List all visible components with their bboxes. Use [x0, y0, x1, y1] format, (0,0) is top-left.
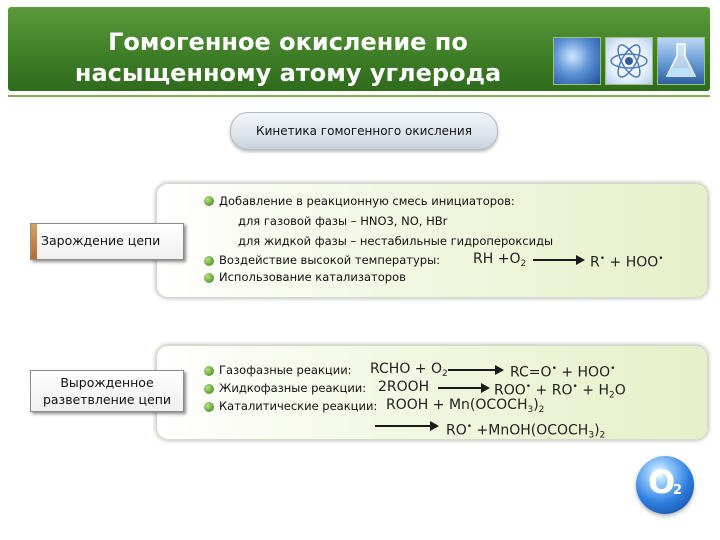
branching-item-catalytic: Каталитические реакции:	[219, 399, 378, 413]
branching-label-line-1: Вырожденное	[60, 375, 154, 390]
header-underline	[8, 95, 710, 97]
o2-subscript: 2	[673, 483, 683, 498]
tag-accent-stripe	[31, 224, 37, 259]
flask-photo-icon	[657, 37, 705, 85]
reaction-arrow	[533, 259, 583, 261]
atom-photo-icon	[553, 37, 601, 85]
initiation-reaction-lhs: RH $+O_2$	[473, 251, 527, 269]
branching-tag	[30, 370, 184, 412]
catalytic-reaction-rhs: $RO^• +MnOH(OCOCH_3)_2$	[446, 422, 606, 441]
slide-title	[48, 27, 528, 89]
gas-reaction-lhs: RCHO + $O_2$	[370, 361, 448, 379]
initiation-item-4: Воздействие высокой температуры:	[219, 253, 441, 267]
initiation-item-2: для газовой фазы – HNO3, NO, HBr	[238, 214, 448, 228]
gas-reaction-rhs: RC=O• + HOO•	[510, 364, 616, 381]
title-line-1: Гомогенное окисление по	[108, 28, 468, 56]
atom-diagram-icon	[605, 37, 653, 85]
liquid-reaction-rhs: $ROO^• + RO^• + H_2O$	[494, 382, 626, 401]
title-line-2: насыщенному атому углерода	[74, 59, 502, 87]
reaction-arrow	[438, 387, 488, 389]
bullet-icon	[204, 273, 214, 283]
initiation-tag	[30, 223, 184, 260]
bullet-icon	[204, 256, 214, 266]
branching-item-gas: Газофазные реакции:	[219, 363, 352, 377]
branching-label-line-2: разветвление цепи	[42, 392, 172, 407]
initiation-item-1: Добавление в реакционную смесь инициаторов:	[219, 194, 515, 208]
initiation-label: Зарождение цепи	[41, 233, 161, 248]
slide-header	[8, 7, 710, 91]
catalytic-reaction-lhs: ROOH + $Mn(OCOCH_3)_2$	[386, 397, 545, 415]
reaction-arrow	[375, 425, 437, 427]
initiation-item-3: для жидкой фазы – нестабильные гидропероксиды	[238, 234, 554, 248]
o2-letter: O	[648, 463, 676, 501]
bullet-icon	[204, 366, 214, 376]
bullet-icon	[204, 402, 214, 412]
bullet-icon	[204, 384, 214, 394]
initiation-item-5: Использование катализаторов	[219, 270, 406, 284]
header-images	[553, 37, 703, 83]
liquid-reaction-lhs: 2ROOH	[378, 379, 430, 395]
initiation-reaction-rhs: R• + HOO•	[590, 254, 664, 271]
bullet-icon	[204, 196, 214, 206]
section-subtitle: Кинетика гомогенного окисления	[230, 112, 498, 150]
reaction-arrow	[448, 369, 502, 371]
branching-item-liquid: Жидкофазные реакции:	[219, 381, 367, 395]
o2-badge-icon	[636, 456, 694, 514]
branching-label	[31, 374, 183, 408]
